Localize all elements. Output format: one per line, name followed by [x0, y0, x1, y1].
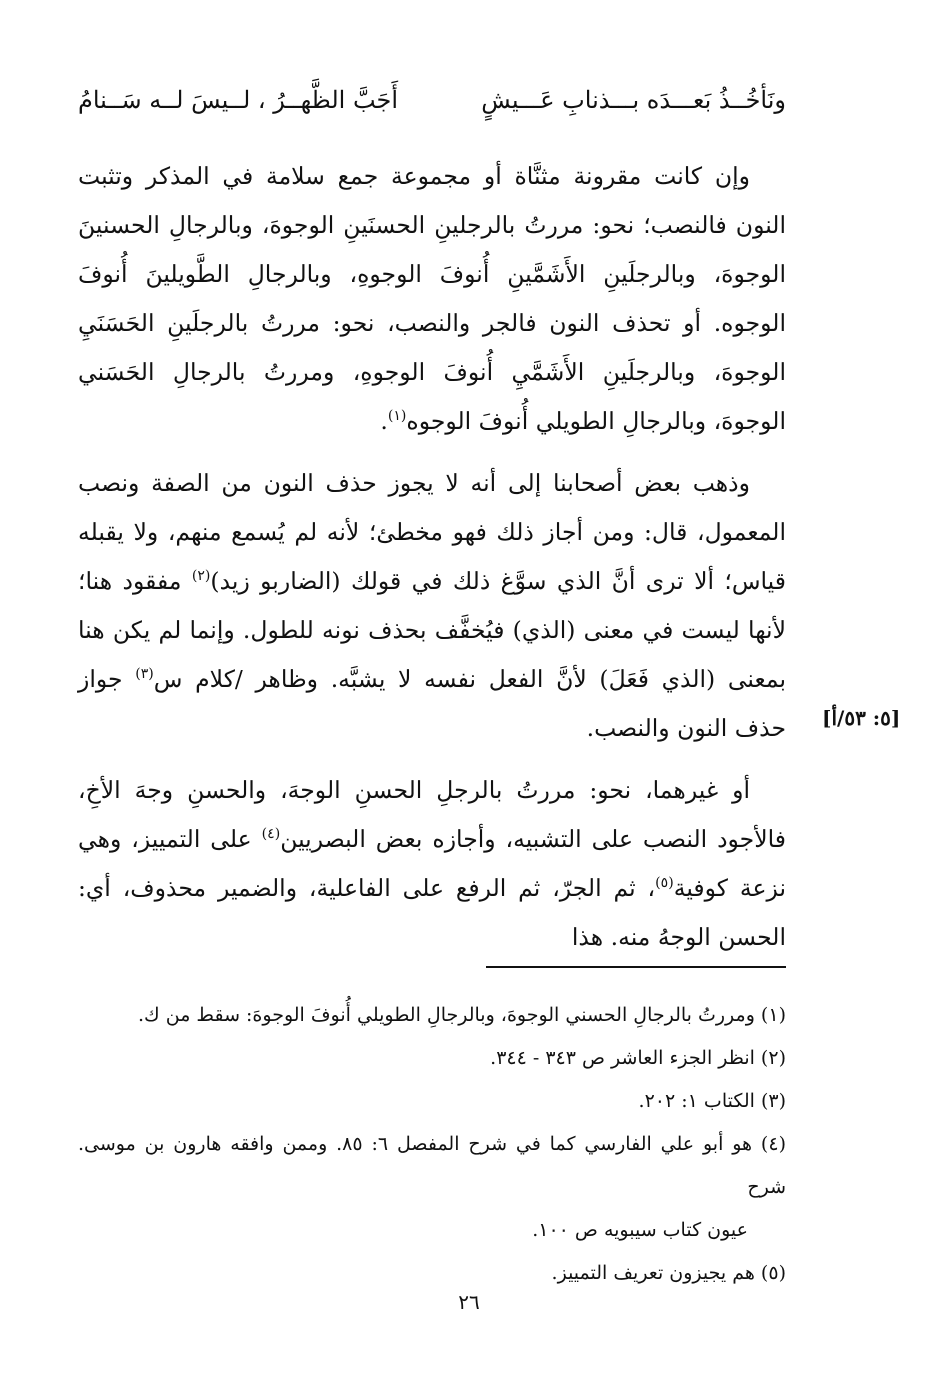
footnote-5: (٥) هم يجيزون تعريف التمييز.: [551, 1262, 786, 1284]
page-number: ٢٦: [458, 1290, 480, 1314]
paragraph-2: [78, 459, 786, 753]
footnote-divider: [486, 966, 786, 968]
footnote-ref-2: (٢): [191, 568, 211, 585]
footnote-3: (٣) الكتاب ١: ٢٠٢.: [638, 1090, 786, 1112]
footnote-4-continuation: عيون كتاب سيبويه ص ١٠٠.: [532, 1219, 748, 1241]
paragraph-1-end: .: [380, 407, 388, 435]
poetry-verse: [78, 86, 786, 136]
footnote-ref-3: (٣): [135, 666, 154, 683]
main-text: [78, 152, 786, 975]
paragraph-2-text-b: مفقود هنا؛ لأنها ليست في معنى (الذي) فيُخفَّف بحذف نونه للطول. وإنما لم يكن هنا بمعنى (الذي فَعَلَ) لأنَّ الفعل نفسه لا يشبَّه. وظاهر /كلام س: [78, 567, 786, 693]
footnote-ref-4: (٤): [261, 826, 281, 843]
paragraph-3-text-b: على التمييز، وهي نزعة كوفية: [78, 825, 786, 902]
verse-hemistich-first: ونَأخُــذُ بَعـــدَه بـــذنابِ عَـــيشٍ: [481, 86, 786, 114]
manuscript-folio-marker: [٥: ٥٣/أ]: [822, 706, 901, 730]
footnote-4: (٤) هو أبو علي الفارسي كما في شرح المفصل ٦: ٨٥. وممن وافقه هارون بن موسى. شرح: [78, 1133, 786, 1198]
footnote-ref-1: (١): [387, 408, 407, 425]
footnote-2: (٢) انظر الجزء العاشر ص ٣٤٣ - ٣٤٤.: [490, 1047, 786, 1069]
paragraph-1: [78, 152, 786, 446]
paragraph-3-text-a: أو غيرهما، نحو: مررتُ بالرجلِ الحسنِ الوجهَ، والحسنِ وجهَ الأخِ، فالأجود النصب على التشبيه، وأجازه بعض البصريين: [78, 776, 786, 853]
footnotes: [78, 994, 786, 1295]
verse-hemistich-second: أَجَبَّ الظَّهــرُ ، لــيسَ لــه سَــنامُ: [78, 86, 399, 114]
footnote-1: (١) ومررتُ بالرجالِ الحسني الوجوهَ، وبالرجالِ الطويلي أُنوفَ الوجوهَ: سقط من ك.: [138, 1004, 786, 1026]
paragraph-1-text: وإن كانت مقرونة مثنَّاة أو مجموعة جمع سلامة في المذكر وتثبت النون فالنصب؛ نحو: مررتُ بالرجلينِ الحسنَينِ الوجوهَ، وبالرجالِ الحسنينَ الوجوهَ، وبالرجلَينِ الأَشَمَّينِ أُنوفَ الوجوهِ، وبالرجالِ الطَّويلينَ أُنوفَ الوجوه. أو تحذف النون فالجر والنصب، نحو: مررتُ بالرجلَينِ الحَسَنَيِ الوجوهَ، وبالرجلَينِ الأَشَمَّيِ أُنوفَ الوجوهِ، ومررتُ بالرجالِ الحَسَني الوجوهَ، وبالرجالِ الطويلي أُنوفَ الوجوه: [78, 162, 786, 435]
paragraph-2-text-a: وذهب بعض أصحابنا إلى أنه لا يجوز حذف النون من الصفة ونصب المعمول، قال: ومن أجاز ذلك فهو مخطئ؛ لأنه لم يُسمع منهم، ولا يقبله قياس؛ ألا ترى أنَّ الذي سوَّغ ذلك في قولك (الضاربو زيد): [78, 469, 787, 595]
footnote-ref-5: (٥): [655, 875, 674, 892]
paragraph-2-text-c: جواز حذف النون والنصب.: [78, 665, 786, 742]
paragraph-3: [78, 766, 786, 962]
paragraph-3-text-c: ، ثم الجرّ، ثم الرفع على الفاعلية، والضمير محذوف، أي: الحسن الوجهُ منه. هذا: [78, 874, 786, 951]
